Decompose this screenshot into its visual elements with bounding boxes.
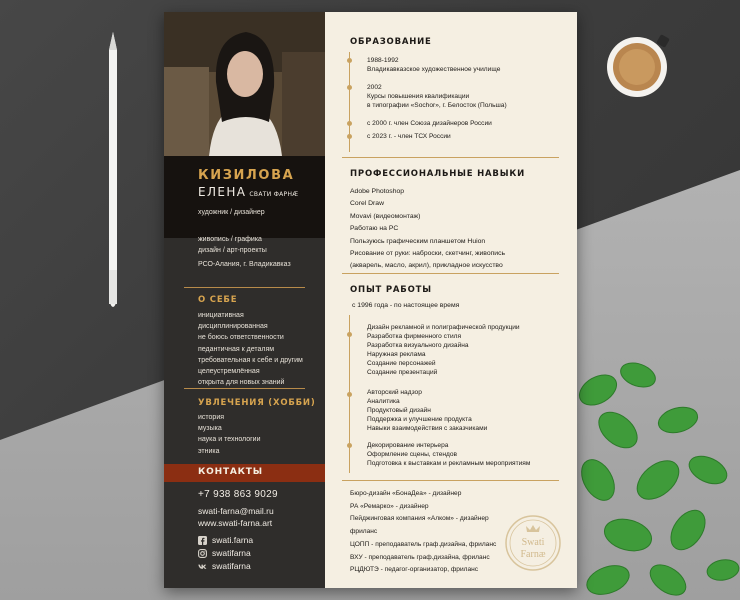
experience-group [367, 388, 487, 433]
experience-item: Декорирование интерьера [367, 442, 449, 449]
stamp-text-top: Swati [521, 537, 545, 548]
divider [342, 273, 559, 274]
left-column [164, 12, 325, 588]
contacts-title: КОНТАКТЫ [198, 467, 263, 477]
portrait-photo [164, 12, 325, 156]
experience-group [367, 441, 530, 468]
brand-stamp-logo [504, 514, 562, 572]
divider [342, 157, 559, 158]
experience-item: Наружная реклама [367, 351, 426, 358]
education-year: 1988-1992 [367, 57, 399, 64]
experience-since: с 1996 года - по настоящее время [352, 302, 460, 309]
experience-title: ОПЫТ РАБОТЫ [350, 285, 432, 295]
timeline-dot [347, 443, 352, 448]
hobby-item: история [198, 414, 225, 421]
website-link[interactable]: www.swati-farna.art [198, 518, 273, 528]
about-item: педантичная к деталям [198, 345, 275, 353]
jobs-list [350, 488, 496, 577]
about-list [198, 310, 303, 388]
education-entry [367, 83, 507, 110]
plant-leaves-image [568, 360, 740, 600]
pro-skill-item: Corel Draw [350, 200, 384, 208]
instagram-icon [198, 549, 207, 558]
experience-item: Аналитика [367, 398, 400, 405]
email-link[interactable]: swati-farna@mail.ru [198, 506, 274, 516]
pro-skill-item: Работаю на PC [350, 225, 399, 233]
about-item: не боюсь ответственности [198, 334, 284, 342]
job-item: ЦОПП - преподаватель граф.дизайна, фриланс [350, 540, 497, 548]
hobbies-list [198, 412, 261, 457]
pro-skill-item: Movavi (видеомонтаж) [350, 212, 421, 220]
experience-item: Создание презентаций [367, 369, 438, 376]
timeline-dot [347, 58, 352, 63]
about-title: О СЕБЕ [198, 295, 238, 305]
experience-item: Разработка фирменного стиля [367, 333, 462, 340]
divider [184, 388, 305, 389]
coffee-cup-image [604, 30, 674, 100]
instagram-handle: swatifarna [212, 548, 251, 558]
vk-icon [198, 562, 207, 571]
hobbies-title: УВЛЕЧЕНИЯ (ХОББИ) [198, 398, 316, 408]
pro-skill-item: Пользуюсь графическим планшетом Huion [350, 237, 486, 245]
timeline-dot [347, 134, 352, 139]
about-item: инициативная [198, 312, 244, 319]
education-entry [367, 56, 500, 74]
education-detail: в типографии «Sochor», г. Белосток (Польша) [367, 102, 507, 109]
pro-skill-item: Рисование от руки: наброски, скетчинг, живопись [350, 250, 506, 258]
stamp-text-bottom: Farnæ [520, 549, 546, 560]
pro-skill-item: Adobe Photoshop [350, 188, 405, 195]
pro-skills-list [350, 186, 505, 273]
facebook-icon [198, 536, 207, 545]
about-item: дисциплинированная [198, 323, 268, 331]
social-facebook[interactable] [198, 535, 253, 545]
contacts-header-bar [164, 464, 325, 482]
education-year: 2002 [367, 84, 382, 91]
timeline-dot [347, 392, 352, 397]
surname: КИЗИЛОВА [198, 168, 295, 183]
experience-item: Разработка визуального дизайна [367, 342, 469, 349]
experience-item: Создание персонажей [367, 360, 436, 367]
vk-handle: swatifarna [212, 561, 251, 571]
role: художник / дизайнер [198, 209, 265, 216]
name-block [164, 156, 325, 238]
job-item: РЦДЮТЭ - педагог-организатор, фриланс [350, 566, 479, 574]
education-detail: Владикавказское художественное училище [367, 66, 501, 73]
art-skills-line-2: дизайн / арт-проекты [198, 247, 267, 254]
timeline-dot [347, 121, 352, 126]
art-skills-lines [198, 234, 267, 256]
firstname-line [198, 185, 298, 199]
brand-name-small: СВАТИ ФАРНÆ [249, 191, 299, 198]
right-column [325, 12, 577, 588]
job-item: Бюро-дизайн «БонаДеа» - дизайнер [350, 490, 462, 497]
location: РСО-Алания, г. Владикавказ [198, 261, 291, 268]
experience-item: Авторский надзор [367, 389, 422, 396]
facebook-handle: swati.farna [212, 535, 254, 545]
education-entry: с 2000 г. член Союза дизайнеров России [367, 120, 492, 127]
social-instagram[interactable] [198, 548, 251, 558]
phone-number[interactable]: +7 938 863 9029 [198, 489, 278, 500]
education-title: ОБРАЗОВАНИЕ [350, 37, 432, 47]
job-item: ВХУ - преподаватель граф.дизайна, фриланс [350, 553, 490, 561]
education-entry: с 2023 г. - член ТСХ России [367, 133, 451, 140]
about-item: требовательная к себе и другим [198, 356, 303, 364]
hobby-item: этника [198, 447, 220, 455]
timeline-dot [347, 85, 352, 90]
experience-item: Оформление сцены, стендов [367, 451, 458, 458]
job-item: Пейджинговая компания «Алком» - дизайнер [350, 515, 489, 523]
divider [342, 480, 559, 481]
resume-sheet [164, 12, 577, 588]
experience-item: Подготовка к выставкам и рекламным мероприятиям [367, 460, 531, 467]
timeline-dot [347, 332, 352, 337]
about-item: целеустремлённая [198, 368, 260, 376]
art-skills-line-1: живопись / графика [198, 236, 262, 243]
job-item: РА «Ремарко» - дизайнер [350, 502, 429, 510]
hobby-item: наука и технологии [198, 436, 261, 444]
experience-item: Поддержка и улучшение продукта [367, 416, 472, 423]
social-vk[interactable] [198, 561, 251, 571]
experience-item: Продуктовый дизайн [367, 407, 431, 414]
experience-group [367, 323, 520, 377]
hobby-item: музыка [198, 425, 222, 433]
experience-item: Навыки взаимодействия с заказчиками [367, 425, 488, 432]
education-detail: Курсы повышения квалификации [367, 93, 470, 100]
divider [184, 287, 305, 288]
pro-skills-title: ПРОФЕССИОНАЛЬНЫЕ НАВЫКИ [350, 169, 525, 179]
pro-skill-item: (акварель, масло, акрил), прикладное искусство [350, 262, 503, 270]
job-item: фриланс [350, 528, 378, 536]
stylus-pencil-image [101, 30, 125, 320]
firstname: ЕЛЕНА [198, 185, 247, 199]
about-item: открыта для новых знаний [198, 379, 285, 387]
experience-item: Дизайн рекламной и полиграфической продукции [367, 324, 520, 331]
